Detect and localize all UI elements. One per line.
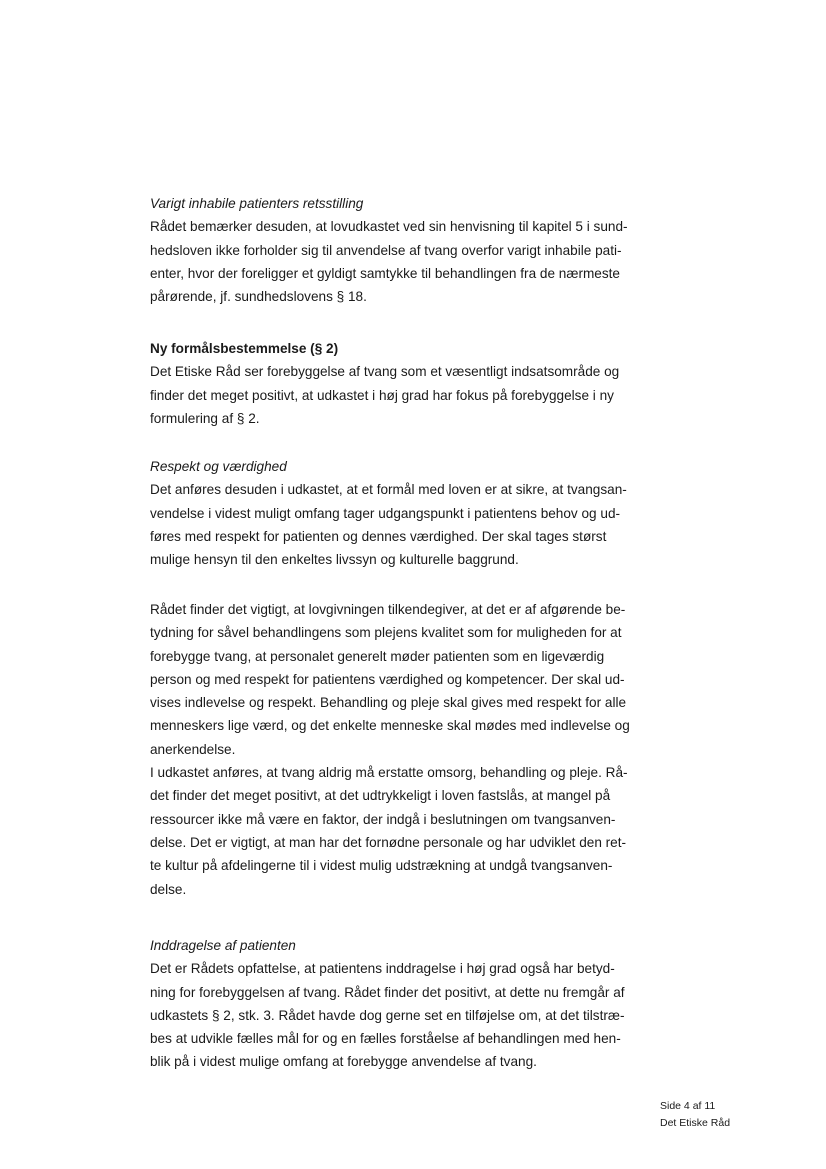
section-varigt-inhabile: [150, 192, 650, 308]
section-heading: Inddragelse af patienten: [150, 938, 296, 953]
paragraph-line: Det er Rådets opfattelse, at patientens inddragelse i høj grad også har betyd-: [150, 961, 615, 977]
page-footer: [660, 1098, 730, 1132]
paragraph-line: finder det meget positivt, at udkastet i høj grad har fokus på forebyggelse i ny: [150, 387, 614, 403]
paragraph-line: bes at udvikle fælles mål for og en fælles forståelse af behandlingen med hen-: [150, 1031, 621, 1047]
paragraph-line: udkastets § 2, stk. 3. Rådet havde dog gerne set en tilføjelse om, at det tilstræ-: [150, 1007, 625, 1023]
paragraph-line: enter, hvor der foreligger et gyldigt samtykke til behandlingen fra de nærmeste: [150, 265, 620, 281]
section-respekt-vaerdighed: [150, 455, 650, 571]
paragraph-line: te kultur på afdelingerne til i videst mulig udstrækning at undgå tvangsanven-: [150, 858, 613, 874]
paragraph-line: hedsloven ikke forholder sig til anvendelse af tvang overfor varigt inhabile pati-: [150, 242, 622, 258]
paragraph-line: Det anføres desuden i udkastet, at et formål med loven er at sikre, at tvangsan-: [150, 482, 627, 498]
paragraph-line: ning for forebyggelsen af tvang. Rådet finder det positivt, at dette nu fremgår af: [150, 984, 625, 1000]
section-heading: Respekt og værdighed: [150, 459, 287, 474]
paragraph-line: anerkendelse.: [150, 741, 236, 757]
section-raadet-finder: [150, 598, 650, 901]
paragraph-line: Rådet bemærker desuden, at lovudkastet ved sin henvisning til kapitel 5 i sund-: [150, 219, 628, 235]
paragraph-line: formulering af § 2.: [150, 410, 260, 426]
footer-organization: Det Etiske Råd: [660, 1117, 731, 1129]
page-number: Side 4 af 11: [660, 1100, 716, 1112]
paragraph-line: forebygge tvang, at personalet generelt møder patienten som en ligeværdig: [150, 648, 605, 664]
paragraph-line: I udkastet anføres, at tvang aldrig må erstatte omsorg, behandling og pleje. Rå-: [150, 765, 628, 781]
paragraph-line: delse. Det er vigtigt, at man har det fornødne personale og har udviklet den ret-: [150, 834, 627, 850]
paragraph-line: det finder det meget positivt, at det udtrykkeligt i loven fastslås, at mangel på: [150, 788, 611, 804]
section-heading: Varigt inhabile patienters retsstilling: [150, 196, 364, 211]
paragraph-line: ressourcer ikke må være en faktor, der indgå i beslutningen om tvangsanven-: [150, 811, 616, 827]
paragraph-line: vendelse i videst muligt omfang tager udgangspunkt i patientens behov og ud-: [150, 505, 621, 521]
section-formaalsbestemmelse: [150, 337, 650, 430]
paragraph-line: person og med respekt for patientens værdighed og kompetencer. Der skal ud-: [150, 671, 625, 687]
paragraph-line: delse.: [150, 881, 187, 897]
paragraph-line: føres med respekt for patienten og dennes værdighed. Der skal tages størst: [150, 528, 607, 544]
paragraph-line: pårørende, jf. sundhedslovens § 18.: [150, 289, 367, 305]
paragraph-line: blik på i videst mulige omfang at forebygge anvendelse af tvang.: [150, 1054, 537, 1070]
paragraph-line: tydning for såvel behandlingens som plejens kvalitet som for muligheden for at: [150, 625, 622, 641]
paragraph-line: Det Etiske Råd ser forebyggelse af tvang som et væsentligt indsatsområde og: [150, 364, 620, 380]
paragraph-line: mulige hensyn til den enkeltes livssyn og kulturelle baggrund.: [150, 552, 519, 568]
paragraph-line: vises indlevelse og respekt. Behandling og pleje skal gives med respekt for alle: [150, 695, 627, 711]
section-heading: Ny formålsbestemmelse (§ 2): [150, 341, 339, 356]
paragraph-line: menneskers lige værd, og det enkelte menneske skal mødes med indlevelse og: [150, 718, 630, 734]
paragraph-line: Rådet finder det vigtigt, at lovgivningen tilkendegiver, at det er af afgørende be-: [150, 602, 626, 617]
section-inddragelse: [150, 934, 650, 1074]
